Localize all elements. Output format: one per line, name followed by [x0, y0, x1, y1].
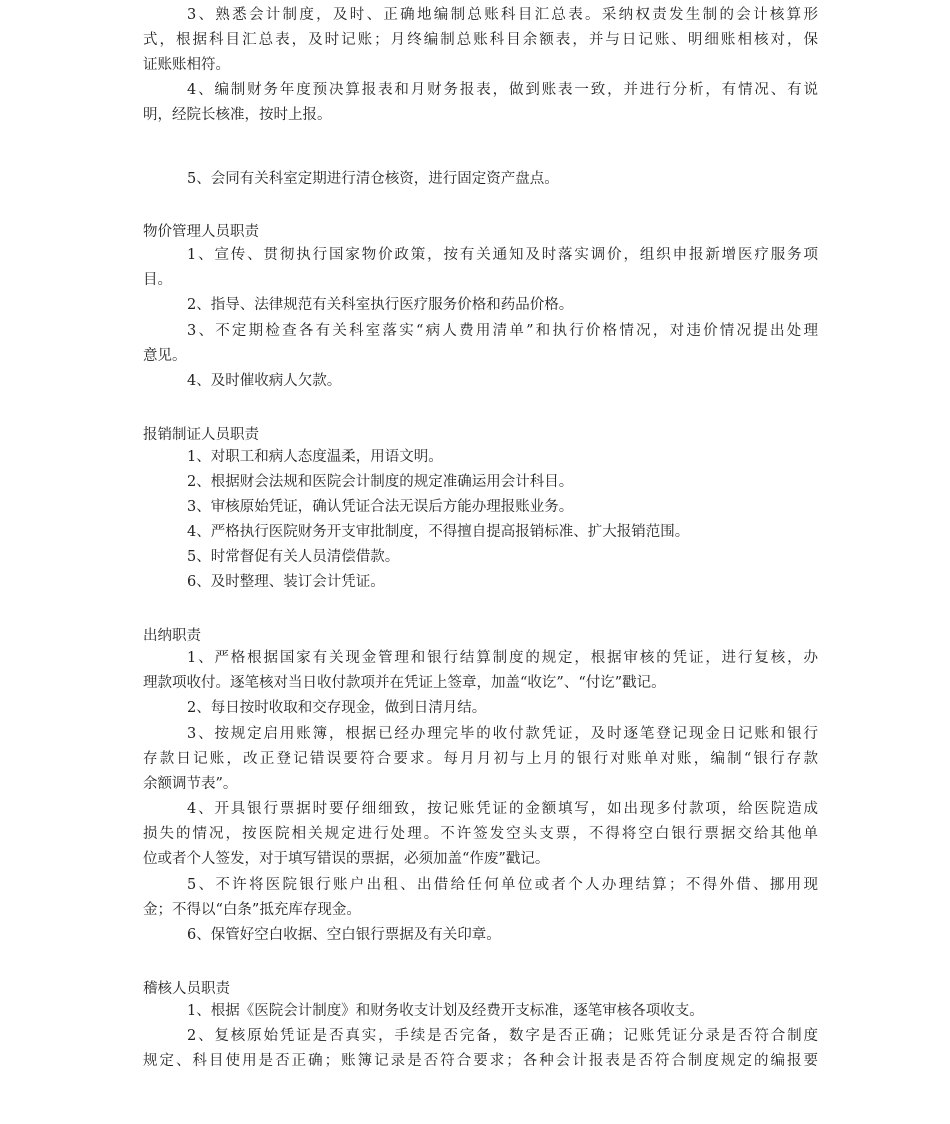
- text-line: 2、根据财会法规和医院会计制度的规定准确运用会计科目。: [187, 474, 574, 490]
- text-line: 1、对职工和病人态度温柔，用语文明。: [187, 449, 443, 465]
- text-line: 6、及时整理、装订会计凭证。: [187, 574, 385, 590]
- text-line: 理款项收付。逐笔核对当日收付款项并在凭证上签章，加盖“收讫”、“付讫”戳记。: [143, 675, 666, 691]
- text-line: 2、复核原始凭证是否真实，手续是否完备，数字是否正确；记账凭证分录是否符合制度: [187, 1028, 818, 1044]
- text-line: 目。: [143, 272, 172, 288]
- text-line: 5、时常督促有关人员清偿借款。: [187, 549, 400, 565]
- text-line: 明，经院长核准，按时上报。: [143, 107, 332, 123]
- text-line: 1、根据《医院会计制度》和财务收支计划及经费开支标准，逐笔审核各项收支。: [187, 1003, 704, 1019]
- text-line: 6、保管好空白收据、空白银行票据及有关印章。: [187, 927, 501, 943]
- text-line: 位或者个人签发，对于填写错误的票据，必须加盖“作废”戳记。: [143, 851, 550, 867]
- text-line: 4、及时催收病人欠款。: [187, 373, 342, 389]
- text-line: 3、按规定启用账簿，根据已经办理完毕的收付款凭证，及时逐笔登记现金日记账和银行: [187, 726, 818, 742]
- text-line: 2、每日按时收取和交存现金，做到日清月结。: [187, 700, 487, 716]
- text-line: 1、宣传、贯彻执行国家物价政策，按有关通知及时落实调价，组织申报新增医疗服务项: [187, 247, 818, 263]
- text-line: 意见。: [143, 348, 187, 364]
- text-line: 4、编制财务年度预决算报表和月财务报表，做到账表一致，并进行分析，有情况、有说: [187, 82, 818, 98]
- text-line: 规定、科目使用是否正确；账簿记录是否符合要求；各种会计报表是否符合制度规定的编报要: [143, 1053, 818, 1069]
- text-line: 1、严格根据国家有关现金管理和银行结算制度的规定，根据审核的凭证，进行复核，办: [187, 650, 818, 666]
- text-line: 3、熟悉会计制度，及时、正确地编制总账科目汇总表。采纳权责发生制的会计核算形: [187, 7, 818, 23]
- text-line: 2、指导、法律规范有关科室执行医疗服务价格和药品价格。: [187, 297, 574, 313]
- text-line: 稽核人员职责: [143, 981, 230, 997]
- text-line: 4、开具银行票据时要仔细细致，按记账凭证的金额填写，如出现多付款项，给医院造成: [187, 801, 818, 817]
- text-line: 出纳职责: [143, 628, 201, 644]
- text-line: 5、不许将医院银行账户出租、出借给任何单位或者个人办理结算；不得外借、挪用现: [187, 877, 818, 893]
- text-line: 损失的情况，按医院相关规定进行处理。不许签发空头支票，不得将空白银行票据交给其他单: [143, 826, 818, 842]
- text-line: 物价管理人员职责: [143, 224, 259, 240]
- text-line: 余额调节表”。: [143, 776, 238, 792]
- text-line: 证账账相符。: [143, 57, 230, 73]
- text-line: 存款日记账，改正登记错误要符合要求。每月月初与上月的银行对账单对账，编制“银行存款: [143, 751, 818, 767]
- text-line: 5、会同有关科室定期进行清仓核资，进行固定资产盘点。: [187, 171, 559, 187]
- text-line: 3、审核原始凭证，确认凭证合法无误后方能办理报账业务。: [187, 499, 574, 515]
- text-line: 式，根据科目汇总表，及时记账；月终编制总账科目余额表，并与日记账、明细账相核对，保: [143, 32, 818, 48]
- text-line: 4、严格执行医院财务开支审批制度，不得擅自提高报销标准、扩大报销范围。: [187, 524, 690, 540]
- text-line: 3、不定期检查各有关科室落实“病人费用清单”和执行价格情况，对违价情况提出处理: [187, 323, 818, 339]
- text-line: 金；不得以“白条”抵充库存现金。: [143, 902, 361, 918]
- text-line: 报销制证人员职责: [143, 427, 259, 443]
